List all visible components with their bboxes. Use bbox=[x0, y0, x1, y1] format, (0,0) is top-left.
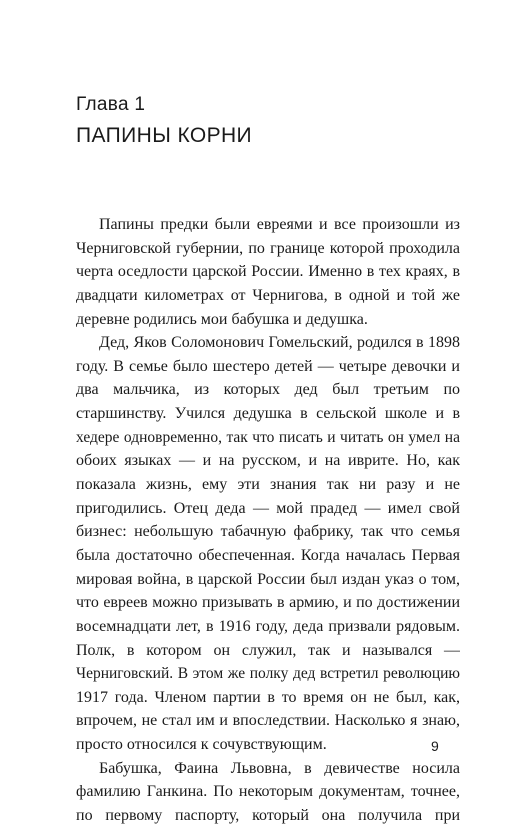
text-line: черта оседлости царской России. Именно в тех краях, в bbox=[76, 263, 460, 281]
text-line: пригодились. Отец деда — мой прадед — имел свой bbox=[76, 499, 460, 517]
text-line: Бабушка, Фаина Львовна, в девичестве носила bbox=[99, 759, 460, 777]
text-line: старшинству. Учился дедушка в сельской школе и в bbox=[76, 405, 460, 423]
chapter-title: ПАПИНЫ КОРНИ bbox=[76, 124, 253, 147]
text-line: Черниговской губернии, по границе которой проходила bbox=[76, 239, 460, 257]
text-line: Полк, в котором он служил, так и назывался — bbox=[76, 641, 460, 659]
text-line: Дед, Яков Соломонович Гомельский, родился в 1898 bbox=[99, 334, 460, 352]
text-line: фамилию Ганкина. По некоторым документам, точнее, bbox=[76, 783, 460, 801]
text-line: году. В семье было шестеро детей — четыре девочки и bbox=[76, 357, 460, 375]
text-line: восемнадцати лет, в 1916 году, деда призвали рядовым. bbox=[76, 617, 460, 635]
text-line: впрочем, не стал им и впоследствии. Насколько я знаю, bbox=[76, 712, 460, 730]
text-line: деревне родились мои бабушка и дедушка. bbox=[76, 310, 368, 328]
text-line: по первому паспорту, который она получила при bbox=[76, 807, 460, 825]
page-number: 9 bbox=[431, 738, 439, 754]
body-text bbox=[76, 213, 460, 828]
text-line: два мальчика, из которых дед был третьим по bbox=[76, 381, 460, 399]
text-line: Черниговский. В этом же полку дед встретил революцию bbox=[76, 665, 460, 683]
text-line: мировая война, в царской России был издан указ о том, bbox=[76, 570, 460, 588]
text-line: Папины предки были евреями и все произошли из bbox=[99, 216, 460, 233]
text-line: двадцати километрах от Чернигова, в одной и той же bbox=[76, 286, 460, 304]
text-line: была достаточно обеспеченная. Когда началась Первая bbox=[76, 546, 460, 564]
chapter-number: Глава 1 bbox=[76, 94, 146, 115]
text-line: что евреев можно призывать в армию, и по достижении bbox=[76, 594, 460, 612]
text-line: показала жизнь, ему эти знания так ни разу и не bbox=[76, 476, 460, 494]
text-line: хедере одновременно, так что писать и читать он умел на bbox=[76, 428, 460, 446]
text-line: 1917 года. Членом партии в то время он не был, как, bbox=[76, 688, 460, 706]
text-line: просто относился к сочувствующим. bbox=[76, 736, 327, 754]
text-line: обоих языках — и на русском, и на иврите. Но, как bbox=[76, 452, 460, 470]
text-line: бизнес: небольшую табачную фабрику, так что семья bbox=[76, 523, 460, 541]
